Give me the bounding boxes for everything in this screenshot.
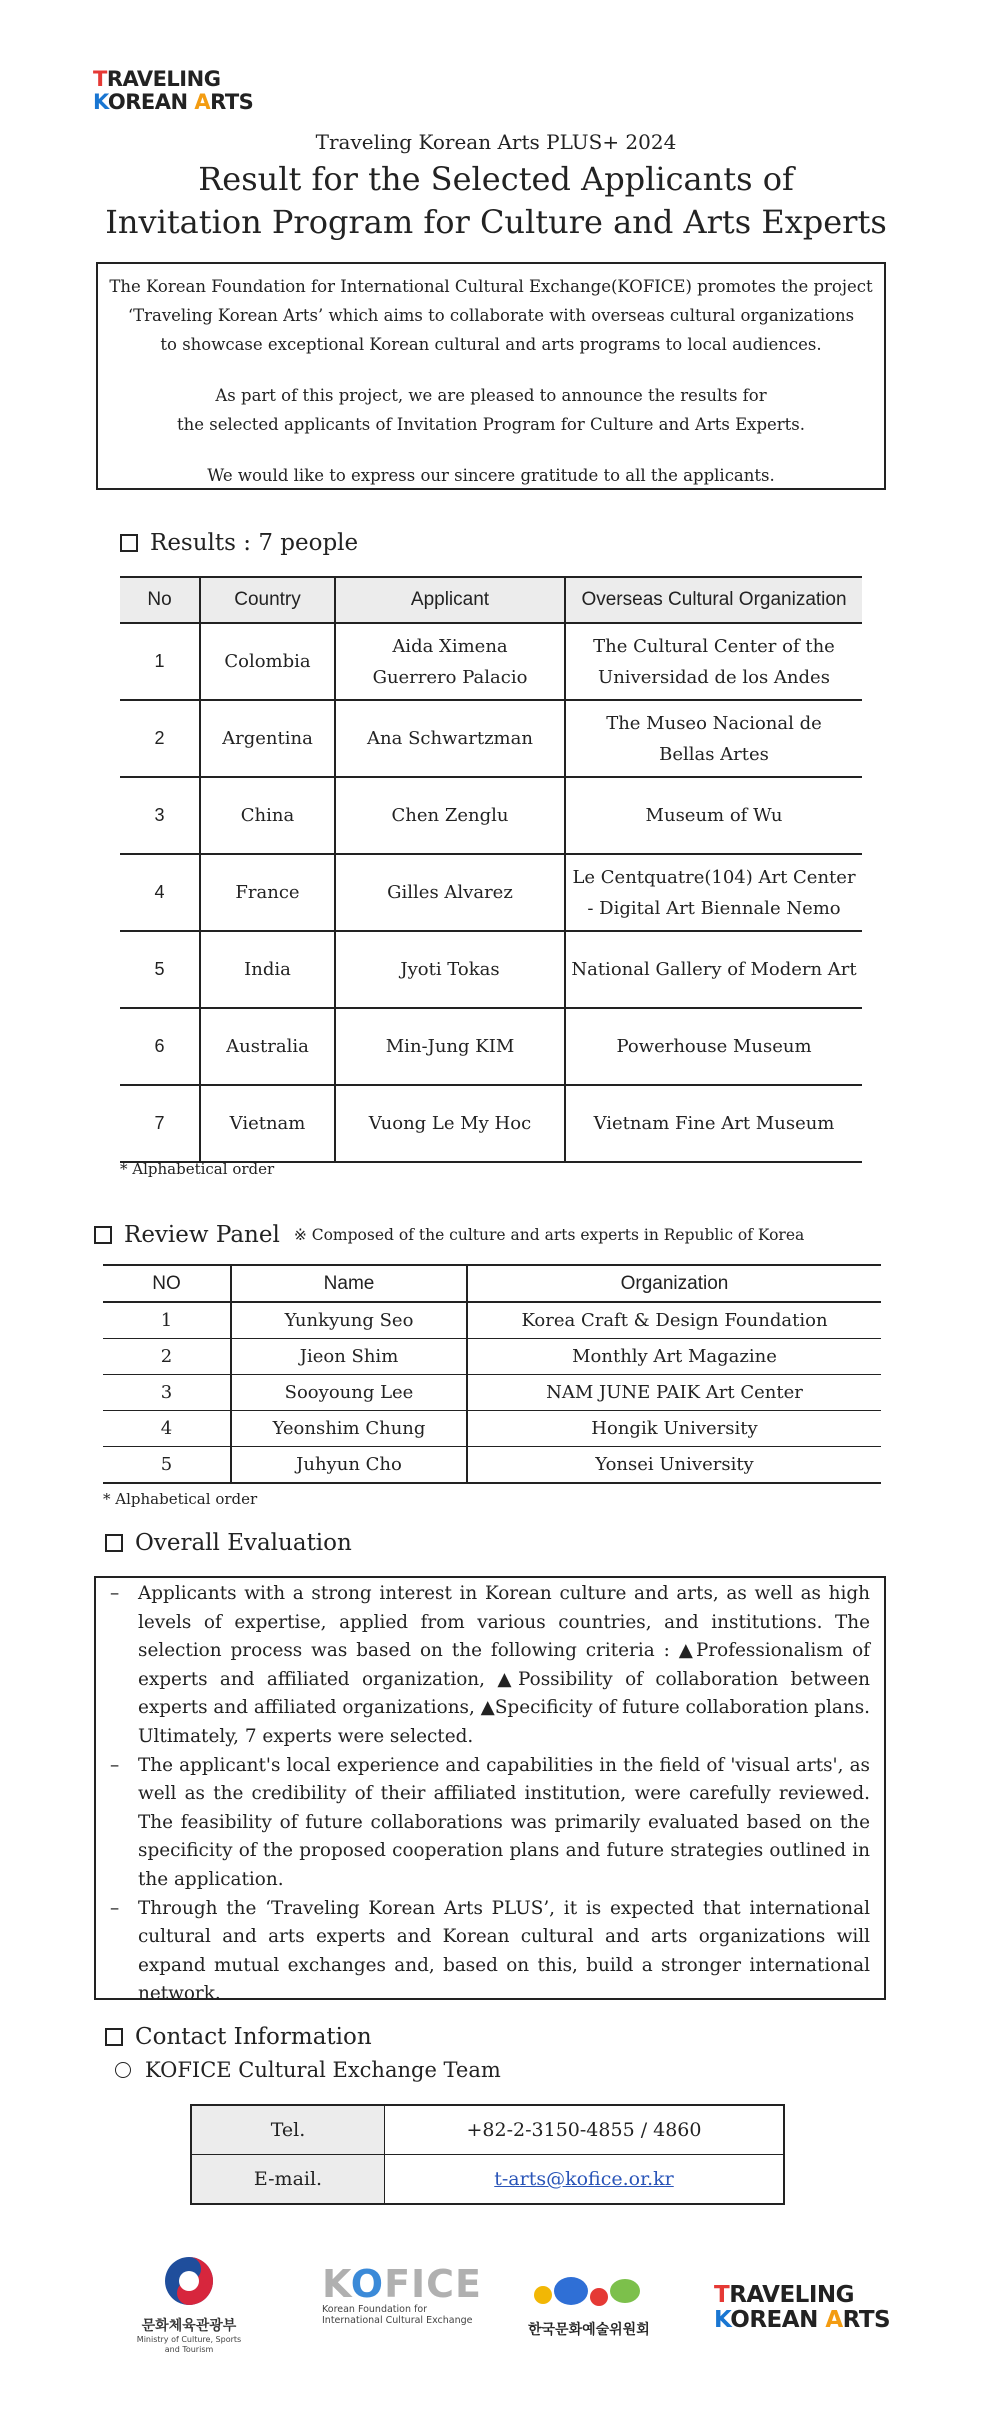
org-line: Le Centquatre(104) Art Center xyxy=(572,866,856,888)
footer-logo-line-2: KOREAN ARTS xyxy=(714,2307,891,2333)
traveling-korean-arts-logo xyxy=(93,68,253,114)
column-header: Country xyxy=(200,577,335,623)
logo-line-2: KOREAN ARTS xyxy=(93,90,254,114)
table-row xyxy=(103,1302,881,1339)
panel-org: Monthly Art Magazine xyxy=(467,1339,881,1375)
panel-name: Yunkyung Seo xyxy=(231,1302,467,1339)
results-table xyxy=(120,576,862,1163)
tel-value: +82-2-3150-4855 / 4860 xyxy=(385,2105,785,2155)
checkbox-square-icon xyxy=(105,2028,123,2046)
row-no: 3 xyxy=(120,777,200,854)
intro-paragraph-2 xyxy=(98,381,884,439)
row-organization: Vietnam Fine Art Museum xyxy=(565,1085,862,1162)
panel-header-row xyxy=(103,1265,881,1302)
evaluation-heading-text: Overall Evaluation xyxy=(135,1530,352,1556)
row-country: Vietnam xyxy=(200,1085,335,1162)
kofice-logo xyxy=(322,2264,482,2326)
panel-no: 2 xyxy=(103,1339,231,1375)
review-panel-heading xyxy=(94,1222,804,1248)
panel-no: 4 xyxy=(103,1411,231,1447)
row-no: 7 xyxy=(120,1085,200,1162)
table-row xyxy=(120,700,862,777)
results-header-row xyxy=(120,577,862,623)
row-organization xyxy=(565,623,862,700)
row-no: 4 xyxy=(120,854,200,931)
dash-bullet: – xyxy=(110,1754,120,1776)
org-line: Universidad de los Andes xyxy=(598,666,830,688)
intro-paragraph-1 xyxy=(98,272,884,359)
table-row xyxy=(120,777,862,854)
evaluation-text: Through the ‘Traveling Korean Arts PLUS’, it is expected that international cultural and arts experts and Korean cultural and arts organizations will expand mutual exchanges and, based on this, build a stronger international network. xyxy=(138,1897,870,2005)
row-country: India xyxy=(200,931,335,1008)
dash-bullet: – xyxy=(110,1897,120,1919)
contact-team xyxy=(115,2058,501,2082)
arko-name: 한국문화예술위원회 xyxy=(528,2322,650,2338)
intro-line: The Korean Foundation for International Cultural Exchange(KOFICE) promotes the project xyxy=(109,277,873,296)
column-header: Name xyxy=(231,1265,467,1302)
evaluation-box xyxy=(94,1576,886,2005)
email-link[interactable]: t-arts@kofice.or.kr xyxy=(494,2168,674,2190)
contact-row-email xyxy=(191,2155,784,2205)
mcst-name: 문화체육관광부 xyxy=(141,2318,237,2334)
column-header: NO xyxy=(103,1265,231,1302)
row-country: Argentina xyxy=(200,700,335,777)
page-title xyxy=(60,158,932,244)
evaluation-item xyxy=(110,1752,870,1895)
row-organization: Museum of Wu xyxy=(565,777,862,854)
column-header: Organization xyxy=(467,1265,881,1302)
row-country: Colombia xyxy=(200,623,335,700)
panel-name: Yeonshim Chung xyxy=(231,1411,467,1447)
checkbox-square-icon xyxy=(94,1226,112,1244)
contact-row-tel xyxy=(191,2105,784,2155)
panel-org: Yonsei University xyxy=(467,1447,881,1484)
mcst-subtitle: Ministry of Culture, Sports and Tourism xyxy=(136,2335,242,2354)
table-row xyxy=(120,1085,862,1162)
panel-name: Sooyoung Lee xyxy=(231,1375,467,1411)
checkbox-square-icon xyxy=(105,1534,123,1552)
column-header: Applicant xyxy=(335,577,565,623)
kofice-sub-1: Korean Foundation for xyxy=(322,2304,428,2315)
kofice-sub-2: International Cultural Exchange xyxy=(322,2315,473,2326)
row-no: 6 xyxy=(120,1008,200,1085)
org-line: The Museo Nacional de xyxy=(606,712,822,734)
traveling-korean-arts-footer-logo xyxy=(714,2283,890,2333)
logo-line-1: TRAVELING xyxy=(93,67,221,91)
org-line: - Digital Art Biennale Nemo xyxy=(587,897,841,919)
table-row xyxy=(103,1411,881,1447)
row-organization xyxy=(565,700,862,777)
row-applicant: Vuong Le My Hoc xyxy=(335,1085,565,1162)
evaluation-text: The applicant's local experience and capabilities in the field of 'visual arts', as well as the credibility of their affiliated institution, were carefully reviewed. The feasibility of future collaborations was primarily evaluated based on the specificity of the proposed cooperation plans and future strategies outlined in the application. xyxy=(138,1754,870,1890)
contact-team-text: KOFICE Cultural Exchange Team xyxy=(145,2058,501,2082)
table-row xyxy=(103,1339,881,1375)
dash-bullet: – xyxy=(110,1583,120,1604)
title-line-2: Invitation Program for Culture and Arts Experts xyxy=(105,203,887,241)
row-applicant: Chen Zenglu xyxy=(335,777,565,854)
panel-no: 5 xyxy=(103,1447,231,1484)
tel-label: Tel. xyxy=(191,2105,385,2155)
row-no: 1 xyxy=(120,623,200,700)
row-applicant: Gilles Alvarez xyxy=(335,854,565,931)
program-subtitle: Traveling Korean Arts PLUS+ 2024 xyxy=(315,130,677,154)
row-no: 2 xyxy=(120,700,200,777)
intro-line: the selected applicants of Invitation Program for Culture and Arts Experts. xyxy=(176,415,806,434)
mcst-logo xyxy=(130,2255,248,2355)
applicant-line: Guerrero Palacio xyxy=(372,666,528,688)
results-heading-text: Results : 7 people xyxy=(150,530,359,556)
intro-paragraph-3 xyxy=(98,461,884,490)
table-row xyxy=(120,931,862,1008)
contact-table xyxy=(190,2104,785,2205)
intro-line: to showcase exceptional Korean cultural and arts programs to local audiences. xyxy=(160,335,822,354)
row-organization xyxy=(565,854,862,931)
org-line: Bellas Artes xyxy=(659,743,769,765)
org-line: The Cultural Center of the xyxy=(593,635,835,657)
evaluation-item xyxy=(110,1580,870,1752)
review-panel-note: ※ Composed of the culture and arts experts in Republic of Korea xyxy=(293,1226,805,1244)
footer-logo-line-1: TRAVELING xyxy=(714,2282,855,2308)
row-country: France xyxy=(200,854,335,931)
results-footnote: * Alphabetical order xyxy=(120,1160,275,1178)
column-header: Overseas Cultural Organization xyxy=(565,577,862,623)
kofice-wordmark: KOFICE xyxy=(322,2262,483,2306)
table-row xyxy=(120,1008,862,1085)
row-organization: Powerhouse Museum xyxy=(565,1008,862,1085)
evaluation-text: Applicants with a strong interest in Korean culture and arts, as well as high levels of expertise, applied from various countries, and institutions. The selection process was based on the following criteria : ▲Professionalism of experts and affiliated organization, ▲Possibility of collaboration between experts and affiliated organizations, ▲Specificity of future collaboration plans. Ultimately, 7 experts were selected. xyxy=(138,1583,870,1747)
panel-org: NAM JUNE PAIK Art Center xyxy=(467,1375,881,1411)
intro-line: ‘Traveling Korean Arts’ which aims to collaborate with overseas cultural organizations xyxy=(127,306,855,325)
table-row xyxy=(120,623,862,700)
panel-no: 3 xyxy=(103,1375,231,1411)
row-applicant: Jyoti Tokas xyxy=(335,931,565,1008)
panel-no: 1 xyxy=(103,1302,231,1339)
review-panel-heading-text: Review Panel xyxy=(124,1222,280,1248)
arko-color-dots-icon xyxy=(529,2275,649,2311)
review-panel-table xyxy=(103,1264,881,1484)
taegeuk-emblem-icon xyxy=(163,2255,215,2307)
column-header: No xyxy=(120,577,200,623)
row-no: 5 xyxy=(120,931,200,1008)
row-country: China xyxy=(200,777,335,854)
applicant-line: Aida Ximena xyxy=(392,635,508,657)
panel-org: Hongik University xyxy=(467,1411,881,1447)
row-organization: National Gallery of Modern Art xyxy=(565,931,862,1008)
title-line-1: Result for the Selected Applicants of xyxy=(198,160,794,198)
circle-bullet-icon xyxy=(115,2062,131,2078)
table-row xyxy=(120,854,862,931)
email-cell xyxy=(385,2155,785,2205)
intro-line: We would like to express our sincere gratitude to all the applicants. xyxy=(207,466,775,485)
table-row xyxy=(103,1447,881,1484)
checkbox-square-icon xyxy=(120,534,138,552)
results-heading xyxy=(120,530,358,556)
panel-name: Juhyun Cho xyxy=(231,1447,467,1484)
row-applicant xyxy=(335,623,565,700)
evaluation-item xyxy=(110,1895,870,2009)
intro-box xyxy=(96,262,886,490)
contact-heading xyxy=(105,2024,372,2050)
panel-footnote: * Alphabetical order xyxy=(103,1490,258,1508)
evaluation-heading xyxy=(105,1530,352,1556)
intro-line: As part of this project, we are pleased to announce the results for xyxy=(215,386,767,405)
panel-org: Korea Craft & Design Foundation xyxy=(467,1302,881,1339)
arko-logo xyxy=(528,2275,650,2339)
row-country: Australia xyxy=(200,1008,335,1085)
row-applicant: Min-Jung KIM xyxy=(335,1008,565,1085)
panel-name: Jieon Shim xyxy=(231,1339,467,1375)
contact-heading-text: Contact Information xyxy=(135,2024,372,2050)
email-label: E-mail. xyxy=(191,2155,385,2205)
table-row xyxy=(103,1375,881,1411)
row-applicant: Ana Schwartzman xyxy=(335,700,565,777)
